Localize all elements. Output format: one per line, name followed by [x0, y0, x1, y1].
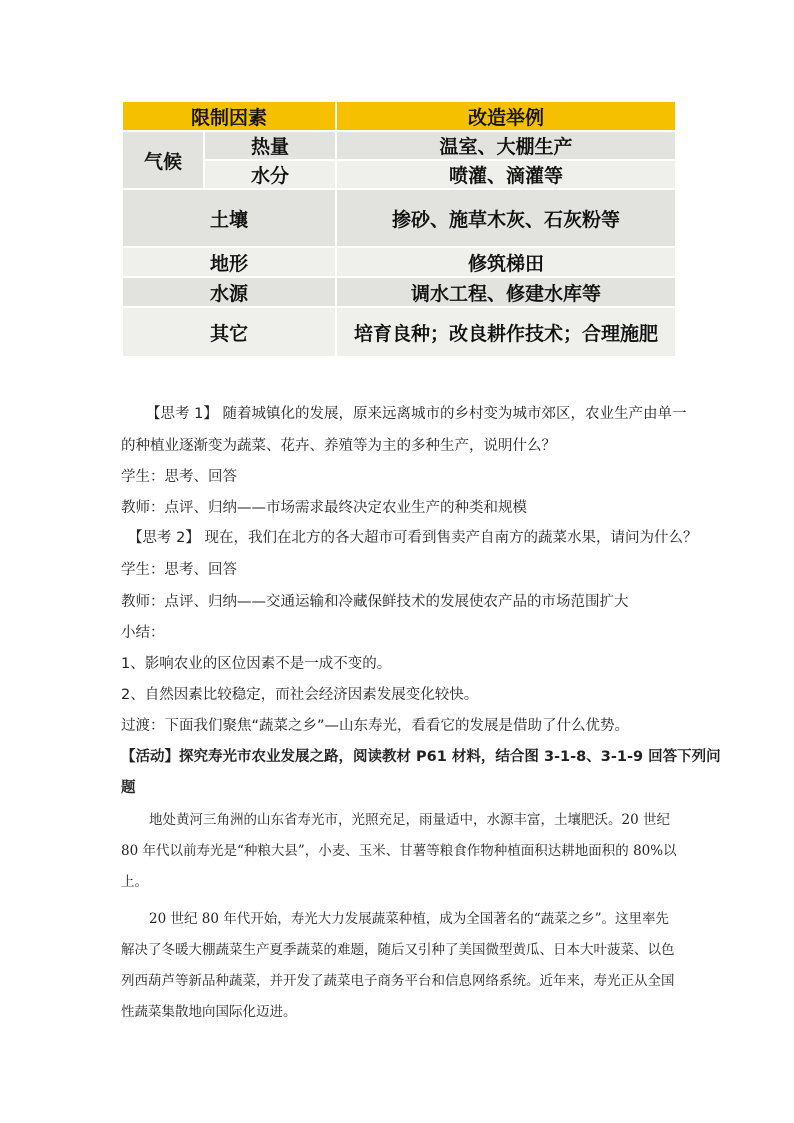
factor-cell: 地形	[122, 247, 336, 277]
teacher-summary-1: 教师：点评、归纳——市场需求最终决定农业生产的种类和规模	[121, 500, 527, 516]
example-cell: 培育良种；改良耕作技术；合理施肥	[336, 307, 676, 357]
student-answer-2: 学生：思考、回答	[121, 562, 237, 578]
summary-label: 小结：	[121, 625, 165, 641]
example-cell: 修筑梯田	[336, 247, 676, 277]
climate-label: 气候	[122, 131, 204, 189]
table-row	[122, 131, 676, 160]
factor-cell: 水分	[204, 160, 336, 189]
activity-line-a: 【活动】探究寿光市农业发展之路，阅读教材 P61 材料，结合图 3-1-8、3-1-9 回答下列问	[121, 749, 721, 765]
think1-line-a: 【思考 1】 随着城镇化的发展，原来远离城市的乡村变为城市郊区，农业生产由单一	[146, 406, 687, 422]
example-cell: 喷灌、滴灌等	[336, 160, 676, 189]
summary-point-1: 1、影响农业的区位因素不是一成不变的。	[121, 656, 392, 672]
activity-line-b: 题	[121, 780, 136, 796]
factor-cell: 水源	[122, 277, 336, 307]
material-paragraph-1: 地处黄河三角洲的山东省寿光市，光照充足，雨量适中，水源丰富，土壤肥沃。20 世纪 80 年代以前寿光是“种粮大县”，小麦、玉米、甘薯等粮食作物种植面积达耕地面积的 80%以上。	[121, 812, 677, 890]
factor-cell: 其它	[122, 307, 336, 357]
table-row	[122, 307, 676, 357]
factor-cell: 热量	[204, 131, 336, 160]
example-cell: 温室、大棚生产	[336, 131, 676, 160]
factor-cell: 土壤	[122, 189, 336, 247]
limiting-factors-table	[121, 100, 677, 358]
header-example: 改造举例	[336, 101, 676, 131]
table-row	[122, 189, 676, 247]
think1-line-b: 的种植业逐渐变为蔬菜、花卉、养殖等为主的多种生产，说明什么？	[121, 438, 556, 454]
table-row	[122, 247, 676, 277]
table-header-row	[122, 101, 676, 131]
teacher-summary-2: 教师：点评、归纳——交通运输和冷藏保鲜技术的发展使农产品的市场范围扩大	[121, 594, 629, 610]
example-cell: 调水工程、修建水库等	[336, 277, 676, 307]
student-answer-1: 学生：思考、回答	[121, 469, 237, 485]
table-row	[122, 277, 676, 307]
example-cell: 掺砂、施草木灰、石灰粉等	[336, 189, 676, 247]
think2-line: 【思考 2】 现在，我们在北方的各大超市可看到售卖产自南方的蔬菜水果，请问为什么？	[128, 530, 698, 546]
header-factor: 限制因素	[122, 101, 336, 131]
table-row	[122, 160, 676, 189]
material-paragraph-2: 20 世纪 80 年代开始，寿光大力发展蔬菜种植，成为全国著名的“蔬菜之乡”。这里率先解决了冬暖大棚蔬菜生产夏季蔬菜的难题，随后又引种了美国微型黄瓜、日本大叶菠菜、以色列西葫芦等新品种蔬菜，并开发了蔬菜电子商务平台和信息网络系统。近年来，寿光正从全国性蔬菜集散地向国际化迈进。	[121, 911, 675, 1020]
summary-point-2: 2、自然因素比较稳定，而社会经济因素发展变化较快。	[121, 687, 479, 703]
transition-line: 过渡：下面我们聚焦“蔬菜之乡”—山东寿光，看看它的发展是借助了什么优势。	[121, 718, 630, 734]
